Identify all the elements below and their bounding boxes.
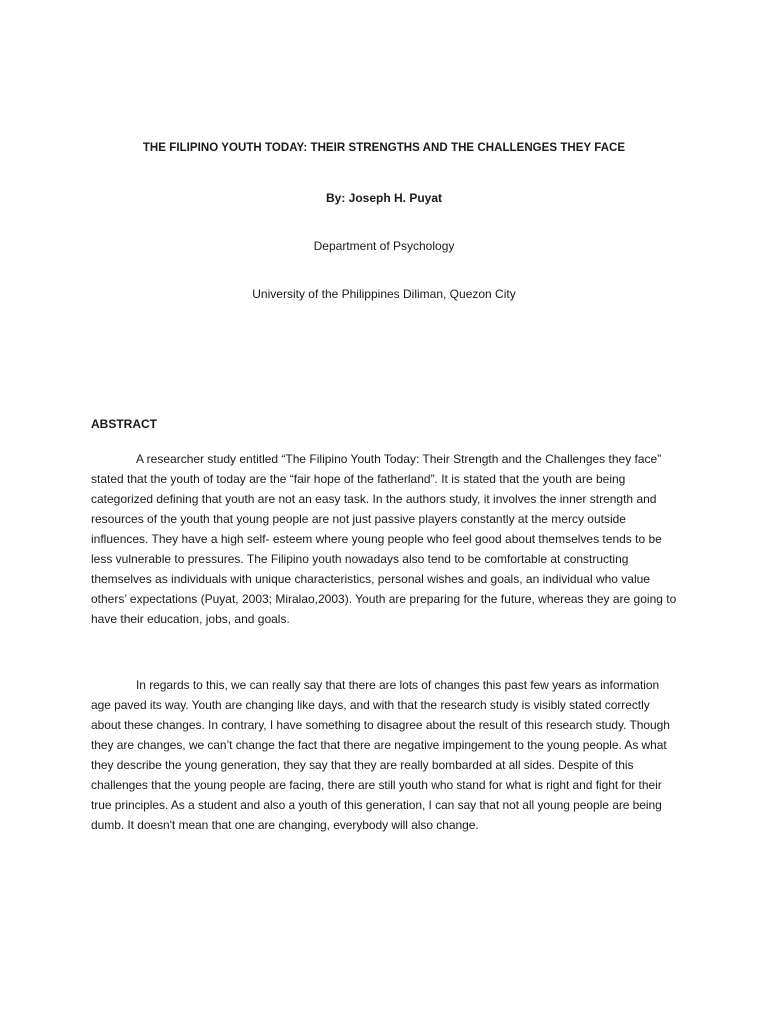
- author-byline: By: Joseph H. Puyat: [325, 191, 443, 205]
- university-line: University of the Philippines Diliman, Quezon City: [252, 287, 516, 301]
- abstract-paragraph-2: In regards to this, we can really say that there are lots of changes this past few years as information age paved its way. Youth are changing like days, and with that the research study is visibly stated correctly about these changes. In contrary, I have something to disagree about the result of this research study. Though they are changes, we can’t change the fact that there are negative impingement to the young people. As what they describe the young generation, they say that they are really bombarded at all sides. Despite of this challenges that the young people are facing, there are still youth who stand for what is right and fight for their true principles. As a student and also a youth of this generation, I can say that not all young people are being dumb. It doesn't mean that one are changing, everybody will also change.: [91, 678, 670, 832]
- abstract-paragraph-1: A researcher study entitled “The Filipino Youth Today: Their Strength and the Challenges they face” stated that the youth of today are the “fair hope of the fatherland”. It is stated that the youth are being categorized defining that youth are not an easy task. In the authors study, it involves the inner strength and resources of the youth that young people are not just passive players constantly at the mercy outside influences. They have a high self- esteem where young people who feel good about themselves tends to be less vulnerable to pressures. The Filipino youth nowadays also tend to be comfortable at constructing themselves as individuals with unique characteristics, personal wishes and goals, an individual who value others’ expectations (Puyat, 2003; Miralao,2003). Youth are preparing for the future, whereas they are going to have their education, jobs, and goals.: [91, 452, 677, 626]
- abstract-heading: ABSTRACT: [91, 417, 157, 431]
- document-title: THE FILIPINO YOUTH TODAY: THEIR STRENGTHS AND THE CHALLENGES THEY FACE: [142, 142, 626, 154]
- department-line: Department of Psychology: [313, 239, 455, 253]
